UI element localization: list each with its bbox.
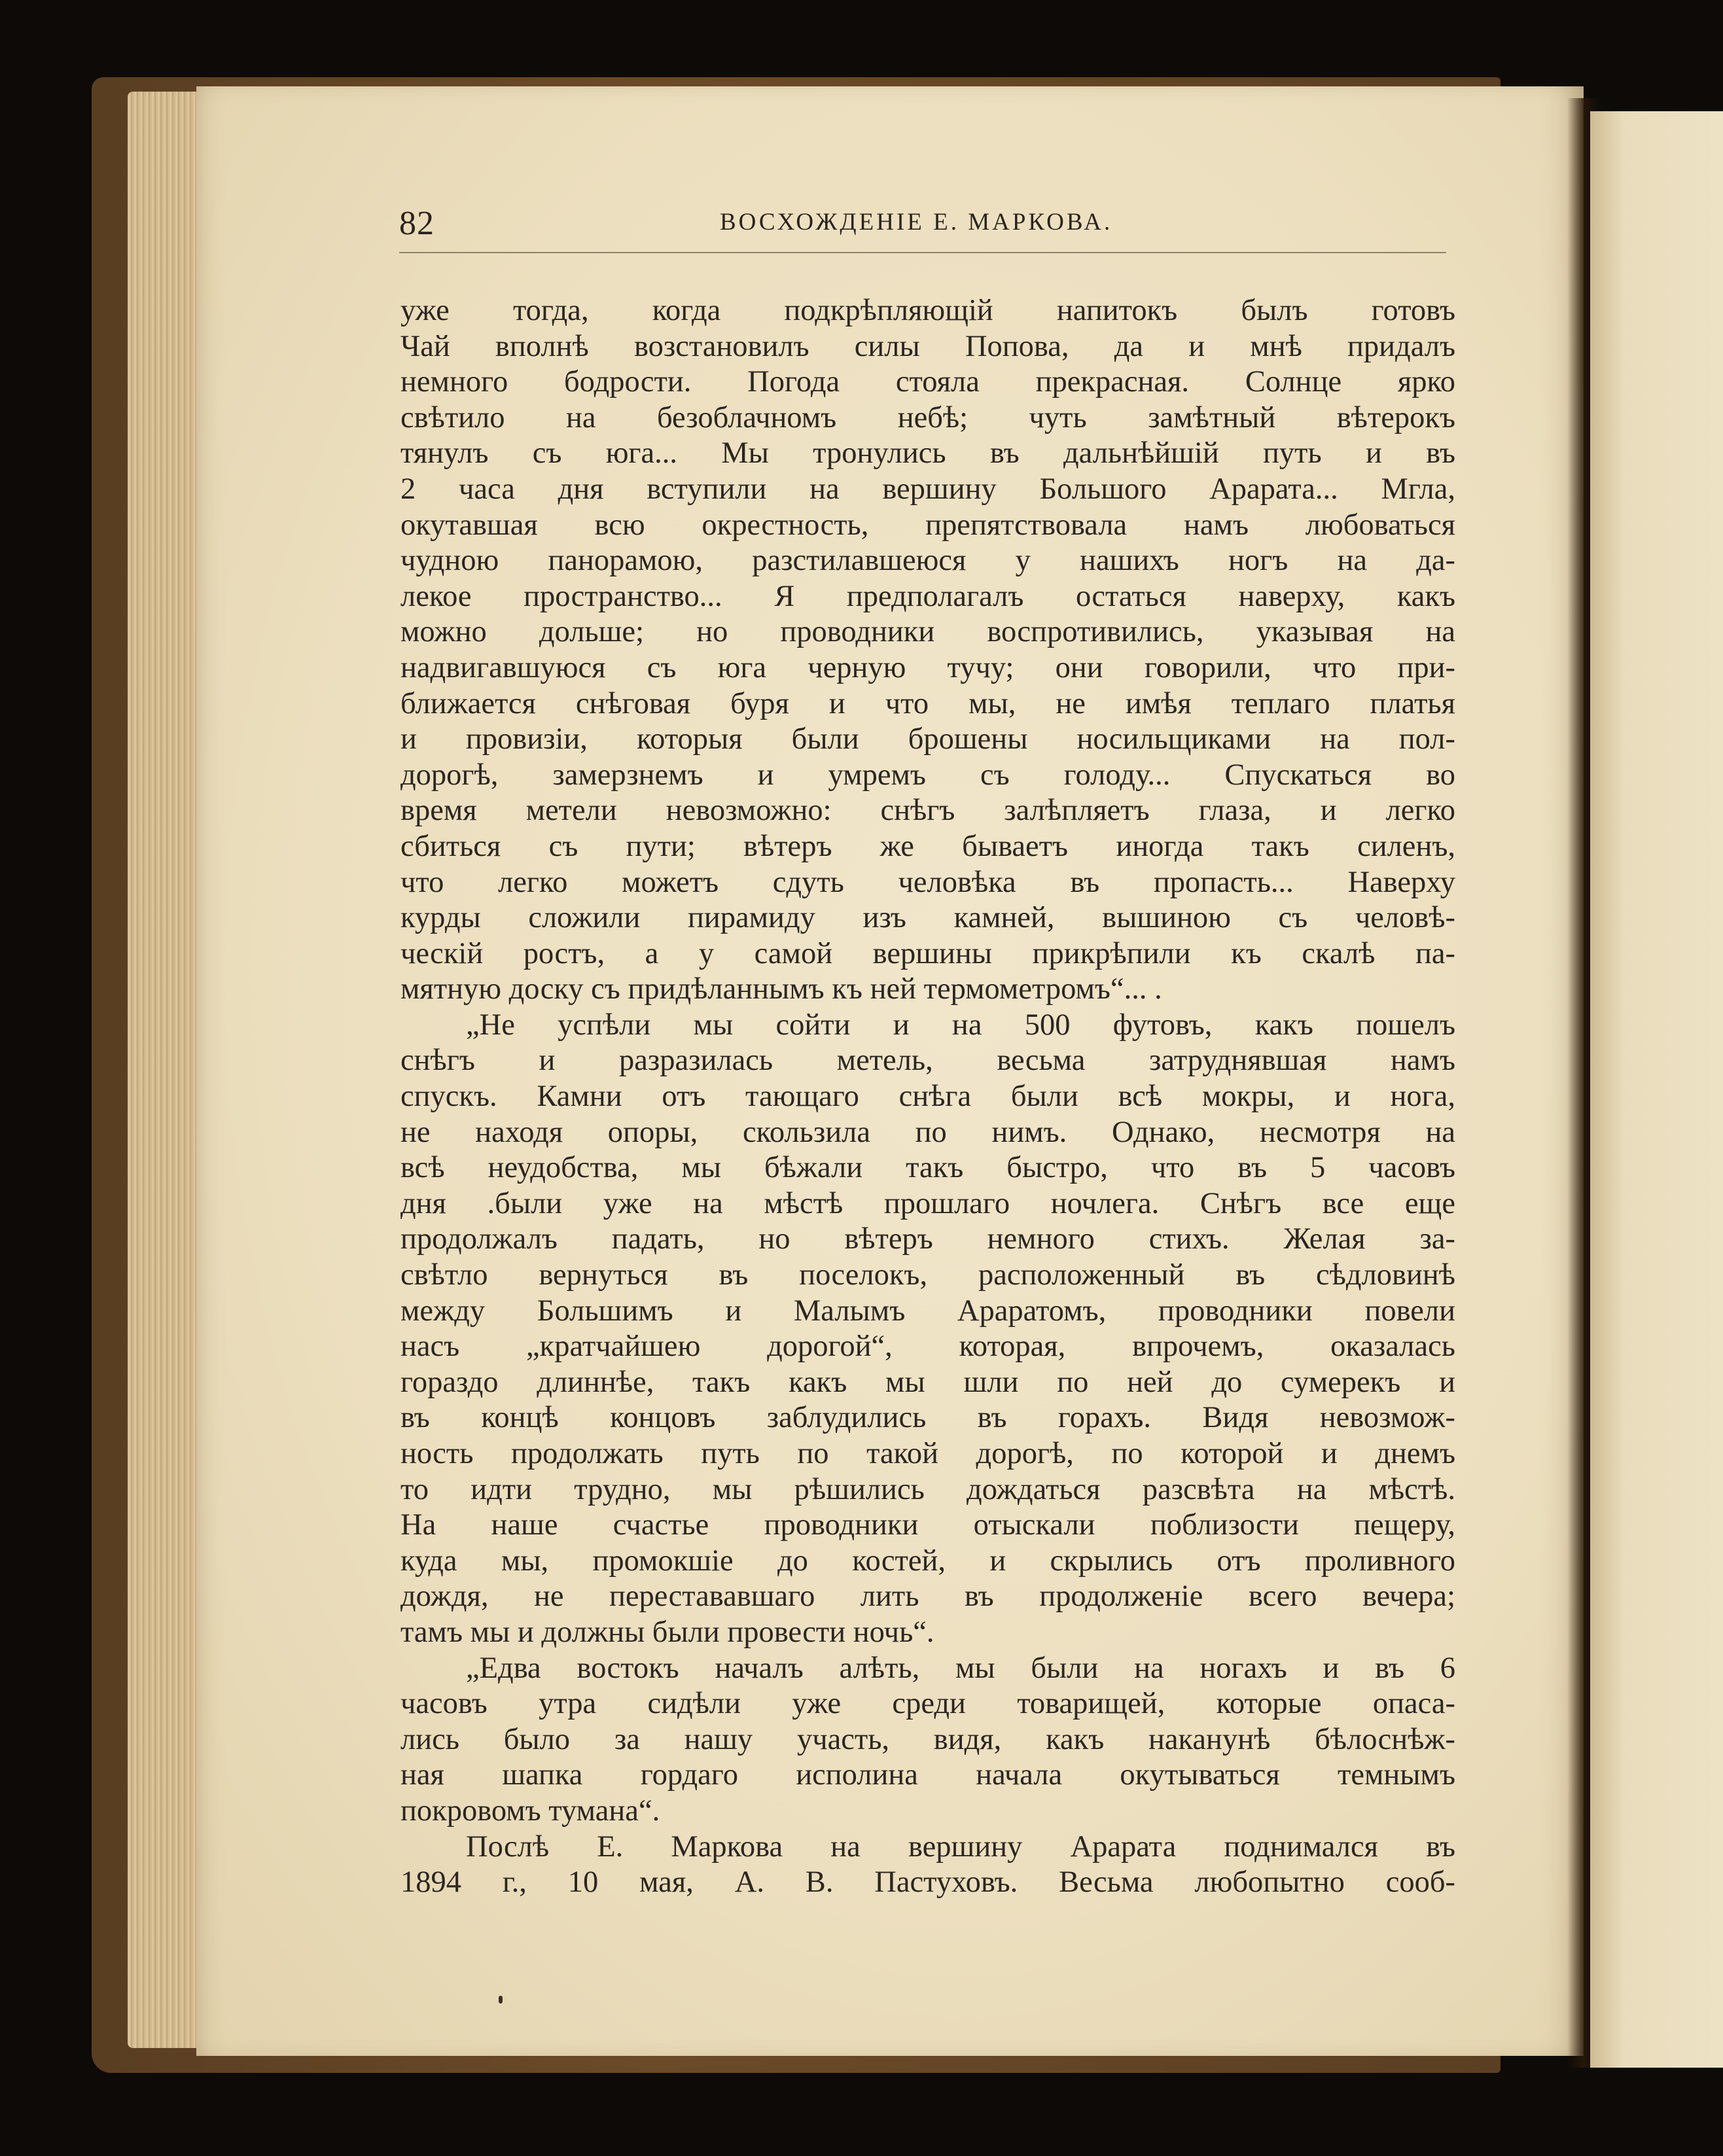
text-line: не находя опоры, скользила по нимъ. Однако, несмотря на [400, 1115, 1455, 1149]
text-line: часовъ утра сидѣли уже среди товарищей, которые опаса- [400, 1687, 1455, 1721]
text-line: „Едва востокъ началъ алѣть, мы были на ногахъ и въ 6 [466, 1651, 1455, 1685]
text-line: ближается снѣговая буря и что мы, не имѣя теплаго платья [400, 686, 1455, 720]
text-line: спускъ. Камни отъ тающаго снѣга были всѣ мокры, и нога, [400, 1080, 1455, 1114]
text-line: окутавшая всю окрестность, препятствовала намъ любоваться [400, 508, 1455, 542]
text-line: гораздо длиннѣе, такъ какъ мы шли по ней до сумерекъ и [400, 1365, 1455, 1399]
text-line: можно дольше; но проводники воспротивились, указывая на [400, 615, 1455, 649]
text-line: что легко можетъ сдуть человѣка въ пропасть... Наверху [400, 865, 1455, 899]
text-line: свѣтило на безоблачномъ небѣ; чуть замѣтный вѣтерокъ [400, 400, 1455, 434]
text-line: уже тогда, когда подкрѣпляющій напитокъ былъ готовъ [400, 294, 1455, 327]
text-line: всѣ неудобства, мы бѣжали такъ быстро, что въ 5 часовъ [400, 1151, 1455, 1185]
text-line: Чай вполнѣ возстановилъ силы Попова, да и мнѣ придалъ [400, 329, 1455, 363]
text-line: дорогѣ, замерзнемъ и умремъ съ голоду... Спускаться во [400, 758, 1455, 792]
text-line: 1894 г., 10 мая, А. В. Пастуховъ. Весьма любопытно сооб- [400, 1865, 1455, 1900]
facing-page [1590, 111, 1723, 2068]
text-line: немного бодрости. Погода стояла прекрасная. Солнце ярко [400, 365, 1455, 399]
text-line: тянулъ съ юга... Мы тронулись въ дальнѣйшій путь и въ [400, 436, 1455, 470]
text-line: въ концѣ концовъ заблудились въ горахъ. Видя невозмож- [400, 1401, 1455, 1435]
page-number: 82 [399, 205, 435, 242]
body-text [400, 293, 1455, 1901]
text-line: лись было за нашу участь, видя, какъ наканунѣ бѣлоснѣж- [400, 1722, 1455, 1756]
text-line: 2 часа дня вступили на вершину Большого Арарата... Мгла, [400, 472, 1455, 506]
text-line: мятную доску съ придѣланнымъ къ ней термометромъ“... . [400, 972, 1162, 1006]
page-edges [128, 92, 203, 2048]
text-line: насъ „кратчайшею дорогой“, которая, впрочемъ, оказалась [400, 1330, 1455, 1364]
text-line: На наше счастье проводники отыскали поблизости пещеру, [400, 1508, 1455, 1542]
text-line: ческій ростъ, а у самой вершины прикрѣпили къ скалѣ па- [400, 936, 1455, 970]
text-line: Послѣ Е. Маркова на вершину Арарата поднимался въ [466, 1829, 1455, 1864]
text-line: продолжалъ падать, но вѣтеръ немного стихъ. Желая за- [400, 1222, 1455, 1256]
text-line: снѣгъ и разразилась метель, весьма затруднявшая намъ [400, 1044, 1455, 1078]
text-line: тамъ мы и должны были провести ночь“. [400, 1615, 934, 1649]
text-line: куда мы, промокшіе до костей, и скрылись отъ проливного [400, 1544, 1455, 1578]
ink-speck [499, 1996, 503, 2004]
page-header [399, 204, 1446, 243]
text-line: чудною панорамою, разстилавшеюся у нашихъ ногъ на да- [400, 544, 1455, 578]
text-line: свѣтло вернуться въ поселокъ, расположенный въ сѣдловинѣ [400, 1258, 1455, 1292]
text-line: дня .были уже на мѣстѣ прошлаго ночлега. Снѣгъ все еще [400, 1186, 1455, 1220]
running-head: ВОСХОЖДЕНІЕ Е. МАРКОВА. [720, 209, 1113, 236]
text-line: сбиться съ пути; вѣтеръ же бываетъ иногда такъ силенъ, [400, 829, 1455, 863]
text-line: „Не успѣли мы сойти и на 500 футовъ, какъ пошелъ [466, 1008, 1455, 1042]
text-line: между Большимъ и Малымъ Араратомъ, проводники повели [400, 1294, 1455, 1328]
text-line: лекое пространство... Я предполагалъ остаться наверху, какъ [400, 579, 1455, 613]
text-line: покровомъ тумана“. [400, 1794, 660, 1828]
text-line: курды сложили пирамиду изъ камней, вышиною съ человѣ- [400, 901, 1455, 935]
text-line: и провизіи, которыя были брошены носильщиками на пол- [400, 722, 1455, 756]
text-line: то идти трудно, мы рѣшились дождаться разсвѣта на мѣстѣ. [400, 1472, 1455, 1506]
text-line: время метели невозможно: снѣгъ залѣпляетъ глаза, и легко [400, 794, 1455, 828]
header-rule [399, 252, 1446, 253]
text-line: ность продолжать путь по такой дорогѣ, по которой и днемъ [400, 1437, 1455, 1470]
text-line: дождя, не перестававшаго лить въ продолженіе всего вечера; [400, 1580, 1455, 1614]
text-line: ная шапка гордаго исполина начала окутываться темнымъ [400, 1758, 1455, 1792]
text-line: надвигавшуюся съ юга черную тучу; они говорили, что при- [400, 650, 1455, 684]
